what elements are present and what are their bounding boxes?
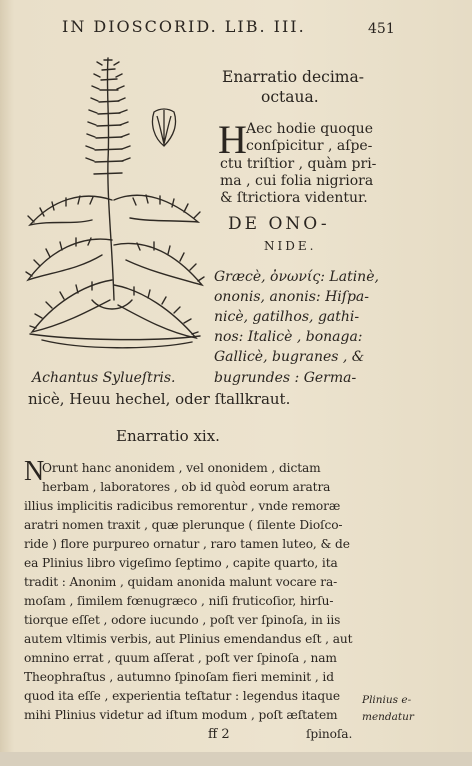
body-line14: mihi Plinius videtur ad iſtum modum , poſt æſtatem <box>24 708 338 722</box>
running-header: IN DIOSCORID. LIB. III. <box>62 17 306 36</box>
body-line9: tiorque eſſet , odore iucundo , poſt ver ſpinoſa, in iis <box>24 613 341 627</box>
section1-dropcap: H <box>218 117 247 162</box>
section1-line3: ctu triſtior , quàm pri- <box>220 156 377 172</box>
body-line13: quod ita eſſe , experientia teſtatur : legendus itaque <box>24 689 340 703</box>
synonym-line4: nos: Italicè , bonaga: <box>214 329 363 345</box>
synonym-line1: Græcè, ὀνωνίς: Latinè, <box>214 269 379 285</box>
seed-pod-illustration <box>148 106 182 150</box>
section2-heading-line2: NIDE. <box>264 239 317 253</box>
section3-dropcap: N <box>24 456 45 487</box>
body-line6: ea Plinius libro vigeſimo ſeptimo , capite quarto, ita <box>24 556 338 570</box>
section1-line1: Aec hodie quoque <box>246 121 373 137</box>
page-bottom-edge <box>0 752 472 766</box>
page-number: 451 <box>368 21 395 37</box>
illustration-caption: Achantus Sylueſtris. <box>32 370 176 386</box>
body-line5: ride ) flore purpureo ornatur , raro tamen luteo, & de <box>24 537 350 551</box>
acanthus-woodcut-illustration <box>22 50 208 366</box>
body-line10: autem vltimis verbis, aut Plinius emendandus eſt , aut <box>24 632 353 646</box>
section2-last-line: nicè, Heuu hechel, oder ſtallkraut. <box>28 390 291 408</box>
section1-heading-line2: octaua. <box>261 88 319 106</box>
section3-heading: Enarratio xix. <box>116 427 220 445</box>
body-line1: Orunt hanc anonidem , vel ononidem , dictam <box>42 461 321 475</box>
margin-note-line1: Plinius e- <box>362 694 412 706</box>
section1-heading-line1: Enarratio decima- <box>222 68 364 86</box>
body-line12: Theophraſtus , autumno ſpinoſam fieri meminit , id <box>24 670 334 684</box>
catchword: ſpinoſa. <box>306 727 353 741</box>
body-line3: illius implicitis radicibus remorentur , vnde remoræ <box>24 499 341 513</box>
section1-line5: & ſtrictiora videntur. <box>220 190 368 206</box>
body-line11: omnino errat , quum aſſerat , poſt ver ſpinoſa , nam <box>24 651 337 665</box>
body-line8: moſam , ſimilem fœnugræco , niſi fruticoſior, hirſu- <box>24 594 334 608</box>
section1-line2: conſpicitur , aſpe- <box>246 138 373 154</box>
signature-mark: ff 2 <box>208 727 230 742</box>
body-line2: herbam , laboratores , ob id quòd eorum aratra <box>42 480 331 494</box>
section2-heading-line1: DE ONO- <box>228 214 330 234</box>
synonym-line5: Gallicè, bugranes , & <box>214 349 365 365</box>
margin-note-line2: mendatur <box>362 711 414 723</box>
body-line7: tradit : Anonim , quidam anonida malunt vocare ra- <box>24 575 338 589</box>
synonym-line6: bugrundes : Germa- <box>214 370 357 386</box>
synonym-line2: ononis, anonis: Hiſpa- <box>214 289 369 305</box>
section1-line4: ma , cui folia nigriora <box>220 173 374 189</box>
body-line4: aratri nomen traxit , quæ plerunque ( ſilente Dioſco- <box>24 518 343 532</box>
synonym-line3: nicè, gatilhos, gathi- <box>214 309 360 325</box>
